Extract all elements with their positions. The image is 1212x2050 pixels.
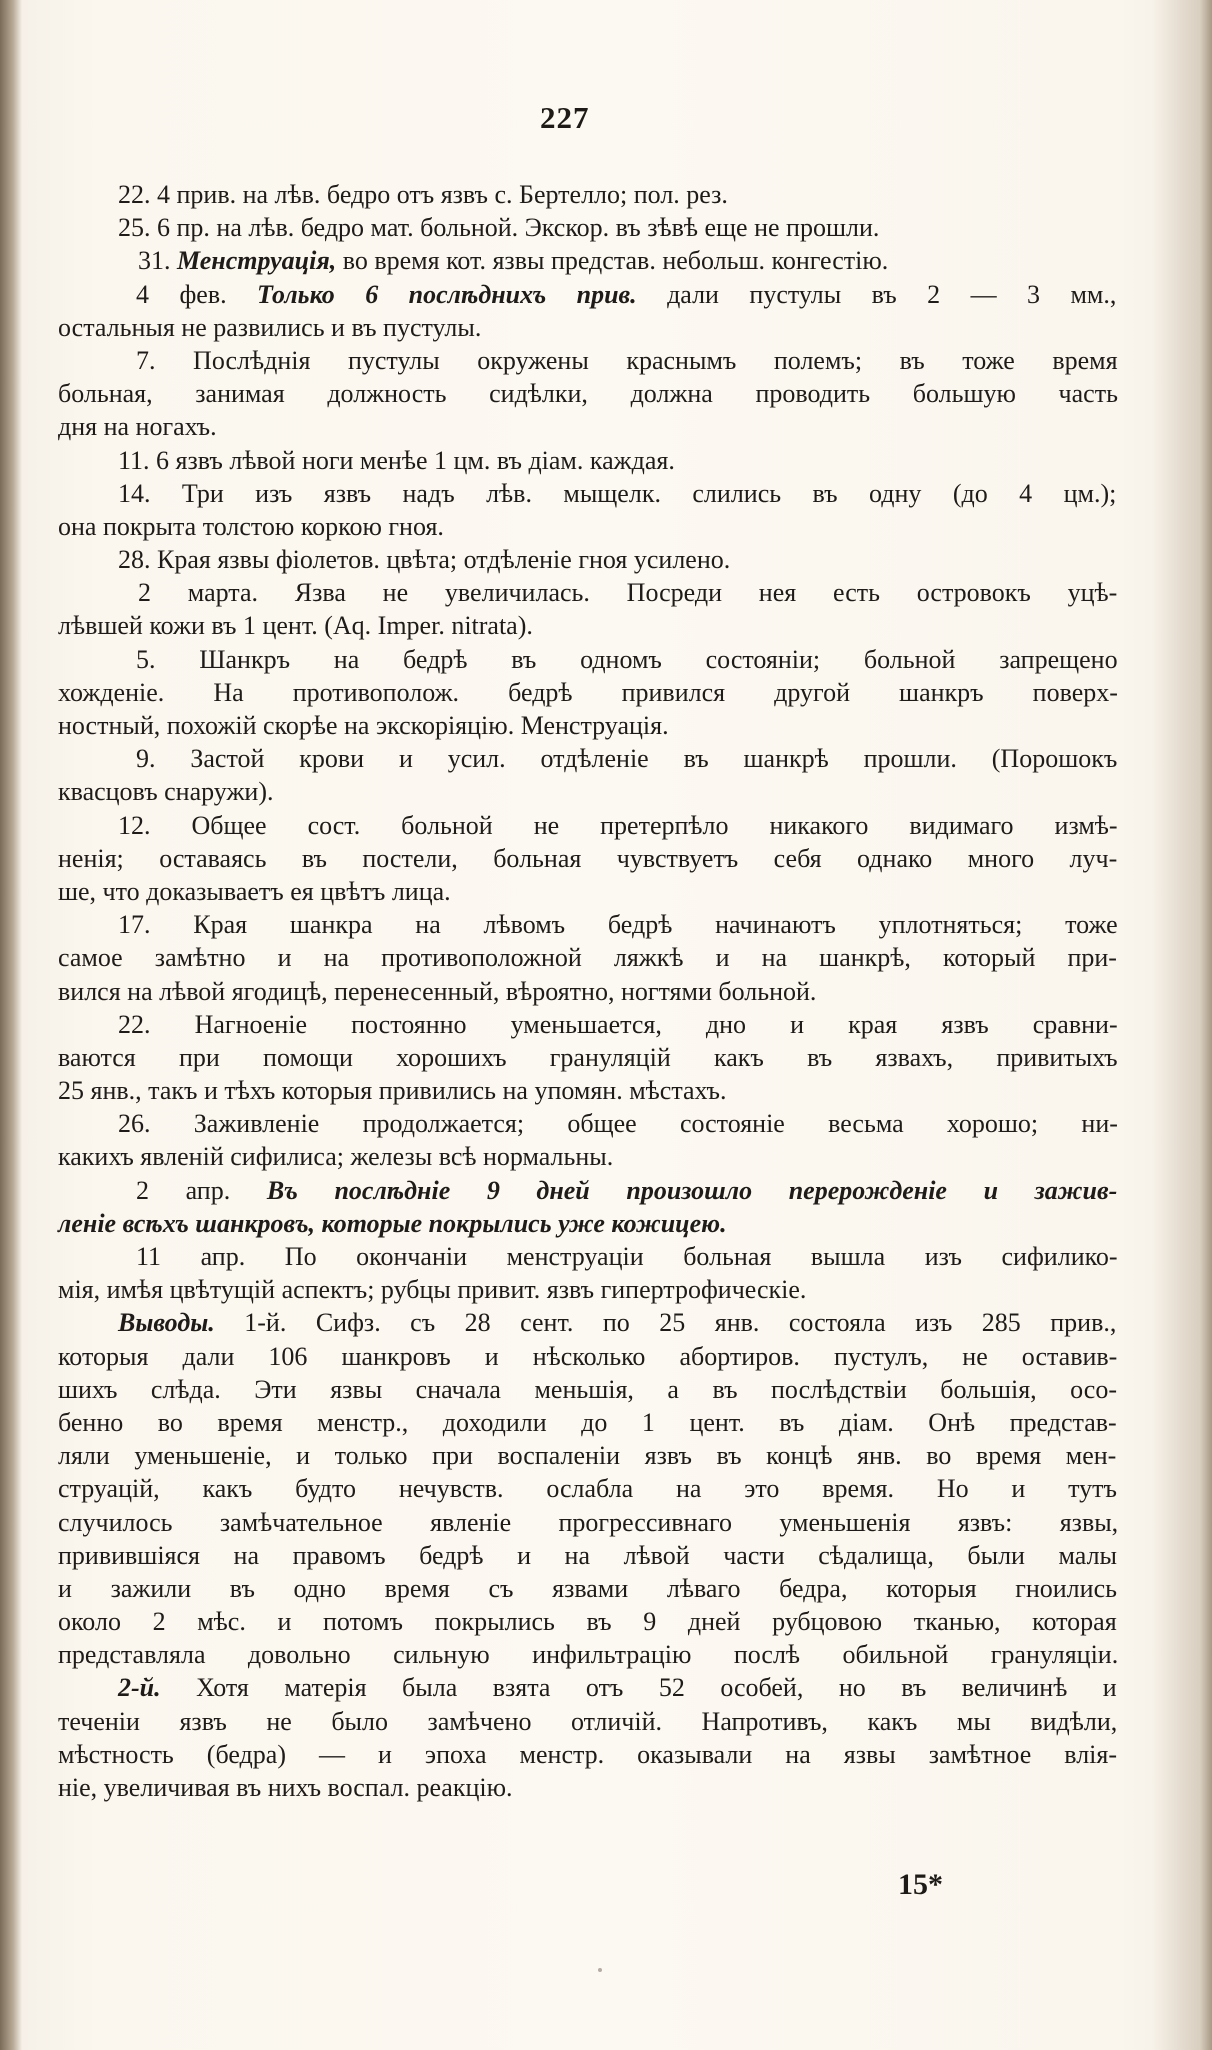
text-run: остальныя не развились и въ пустулы. [58, 312, 482, 342]
text-run: 17. Края шанкра на лѣвомъ бедрѣ начинаютъ уплотняться; тоже [118, 910, 1118, 940]
text-line [58, 576, 1120, 609]
body-text [58, 178, 1120, 1804]
text-line [58, 1638, 1120, 1671]
text-line [58, 1240, 1120, 1273]
text-line [58, 1041, 1120, 1074]
text-run: больная, занимая должность сидѣлки, должна проводить большую часть [58, 379, 1118, 409]
text-run: дня на ногахъ. [58, 412, 217, 442]
text-line [58, 908, 1120, 941]
text-line [58, 742, 1120, 775]
text-run: 11. 6 язвъ лѣвой ноги менѣе 1 цм. въ діам. каждая. [118, 445, 675, 475]
text-line [58, 1406, 1120, 1439]
text-line [58, 975, 1120, 1008]
text-run: ваются при помощи хорошихъ грануляцій какъ въ язвахъ, привитыхъ [58, 1042, 1118, 1072]
text-line [58, 609, 1120, 642]
text-run: ляли уменьшеніе, и только при воспаленіи язвъ въ концѣ янв. во время мен- [58, 1441, 1117, 1471]
text-run: ніе, увеличивая въ нихъ воспал. реакцію. [58, 1773, 513, 1802]
text-run: представляла довольно сильную инфильтрацію послѣ обильной грануляціи. [58, 1640, 1119, 1670]
text-run: какихъ явленій сифилиса; железы всѣ нормальны. [58, 1142, 614, 1172]
text-line [58, 211, 1120, 244]
text-run: 2 апр. [136, 1175, 267, 1205]
emphasized-text: Менструація, [177, 246, 337, 276]
text-line [58, 941, 1120, 974]
text-run: 5. Шанкръ на бедрѣ въ одномъ состояніи; больной запрещено [136, 644, 1118, 674]
text-line [58, 178, 1120, 211]
text-run: 31. [138, 246, 177, 276]
text-run: 11 апр. По окончаніи менструаціи больная вышла изъ сифилико- [136, 1242, 1118, 1271]
text-line [58, 775, 1120, 808]
text-run: привившіяся на правомъ бедрѣ и на лѣвой части сѣдалища, были малы [58, 1540, 1118, 1570]
text-line [58, 278, 1120, 311]
text-run: 1-й. Сифз. съ 28 сент. по 25 янв. состояла изъ 285 прив., [214, 1308, 1117, 1338]
text-run: дали пустулы въ 2 — 3 мм., [636, 279, 1117, 309]
text-line [58, 510, 1120, 543]
text-line [58, 1506, 1120, 1539]
text-run: мѣстность (бедра) — и эпоха менстр. оказывали на язвы замѣтное влія- [58, 1739, 1118, 1769]
text-run: случилось замѣчательное явленіе прогрессивнаго уменьшенія язвъ: язвы, [58, 1507, 1119, 1537]
text-run: самое замѣтно и на противоположной ляжкѣ и на шанкрѣ, который при- [58, 943, 1117, 973]
emphasized-text: 2-й. [118, 1673, 161, 1703]
text-run: струацій, какъ будто нечувств. ослабла на это время. Но и тутъ [58, 1474, 1117, 1504]
text-run: 7. Послѣднія пустулы окружены краснымъ полемъ; въ тоже время [136, 345, 1118, 375]
text-line [58, 1207, 1120, 1240]
text-run: ше, что доказываетъ ея цвѣтъ лица. [58, 876, 451, 906]
text-line [58, 410, 1120, 443]
text-line [58, 1738, 1120, 1771]
emphasized-text: леніе всѣхъ шанкровъ, которые покрылись уже кожицею. [58, 1208, 727, 1238]
emphasized-text: Только 6 послѣднихъ прив. [257, 279, 637, 309]
text-line [58, 1439, 1120, 1472]
text-run: 22. 4 прив. на лѣв. бедро отъ язвъ с. Бертелло; пол. рез. [118, 180, 728, 209]
text-run: 9. Застой крови и усил. отдѣленіе въ шанкрѣ прошли. (Порошокъ [136, 744, 1118, 774]
text-run: во время кот. язвы представ. небольш. конгестію. [336, 246, 889, 276]
text-line [58, 1605, 1120, 1638]
text-run: 12. Общее сост. больной не претерпѣло никакого видимаго измѣ- [118, 810, 1118, 840]
text-line [58, 1705, 1120, 1738]
text-line [58, 377, 1120, 410]
text-line [58, 1174, 1120, 1207]
text-run: 22. Нагноеніе постоянно уменьшается, дно и края язвъ сравни- [118, 1009, 1118, 1039]
text-run: ненія; оставаясь въ постели, больная чувствуетъ себя однако много луч- [58, 843, 1118, 873]
signature-mark: 15* [898, 1868, 943, 1901]
text-line [58, 1008, 1120, 1041]
text-run: она покрыта толстою коркою гноя. [58, 511, 444, 541]
text-line [58, 1340, 1120, 1373]
text-line [58, 1539, 1120, 1572]
paper-speck [598, 1968, 602, 1972]
text-line [58, 709, 1120, 742]
text-run: которыя дали 106 шанкровъ и нѣсколько абортиров. пустулъ, не оставив- [58, 1341, 1118, 1371]
text-run: бенно во время менстр., доходили до 1 цент. въ діам. Онѣ представ- [58, 1407, 1117, 1437]
text-run: лѣвшей кожи въ 1 цент. (Aq. Imper. nitrata). [58, 611, 533, 641]
text-line [58, 842, 1120, 875]
emphasized-text: Въ послѣдніе 9 дней произошло перерожденіе и зажив- [266, 1175, 1118, 1205]
text-run: шихъ слѣда. Эти язвы сначала меньшія, а въ послѣдствіи большія, осо- [58, 1374, 1118, 1404]
text-line [58, 1306, 1120, 1339]
text-run: 26. Заживленіе продолжается; общее состояніе весьма хорошо; ни- [118, 1109, 1118, 1139]
text-run: 4 фев. [136, 279, 258, 309]
text-run: мія, имѣя цвѣтущій аспектъ; рубцы привит. язвъ гипертрофическіе. [58, 1275, 807, 1305]
text-run: Хотя матерія была взята отъ 52 особей, но въ величинѣ и [160, 1673, 1117, 1703]
page-gutter-shadow [0, 0, 22, 2050]
text-line [58, 1273, 1120, 1306]
text-line [58, 875, 1120, 908]
text-run: вился на лѣвой ягодицѣ, перенесенный, вѣроятно, ногтями больной. [58, 976, 817, 1006]
text-run: 14. Три изъ язвъ надъ лѣв. мыщелк. слились въ одну (до 4 цм.); [118, 478, 1117, 508]
text-line [58, 1074, 1120, 1107]
text-line [58, 809, 1120, 842]
page-edge-shadow [1152, 0, 1212, 2050]
text-run: теченіи язвъ не было замѣчено отличій. Напротивъ, какъ мы видѣли, [58, 1706, 1118, 1736]
text-line [58, 1572, 1120, 1605]
text-line [58, 643, 1120, 676]
text-line [58, 1771, 1120, 1804]
text-run: хожденіе. На противополож. бедрѣ привился другой шанкръ поверх- [58, 677, 1118, 707]
text-line [58, 1107, 1120, 1140]
text-line [58, 477, 1120, 510]
text-line [58, 244, 1120, 277]
text-run: 28. Края язвы фіолетов. цвѣта; отдѣленіе гноя усилено. [118, 545, 731, 575]
text-run: 25. 6 пр. на лѣв. бедро мат. больной. Экскор. въ зѣвѣ еще не прошли. [118, 213, 880, 243]
text-run: квасцовъ снаружи). [58, 777, 274, 807]
text-line [58, 1472, 1120, 1505]
text-line [58, 1373, 1120, 1406]
page-number: 227 [540, 100, 590, 135]
text-run: 2 марта. Язва не увеличилась. Посреди нея есть островокъ уцѣ- [138, 578, 1118, 608]
text-run: около 2 мѣс. и потомъ покрылись въ 9 дней рубцовою тканью, которая [58, 1607, 1117, 1637]
emphasized-text: Выводы. [118, 1308, 215, 1338]
text-line [58, 444, 1120, 477]
text-run: и зажили въ одно время съ язвами лѣваго бедра, которыя гноились [58, 1573, 1117, 1603]
text-line [58, 344, 1120, 377]
text-run: ностный, похожій скорѣе на экскоріяцію. Менструація. [58, 711, 669, 740]
text-line [58, 676, 1120, 709]
text-run: 25 янв., такъ и тѣхъ которыя привились на упомян. мѣстахъ. [58, 1076, 727, 1106]
text-line [58, 543, 1120, 576]
text-line [58, 1140, 1120, 1173]
text-line [58, 311, 1120, 344]
text-line [58, 1671, 1120, 1704]
